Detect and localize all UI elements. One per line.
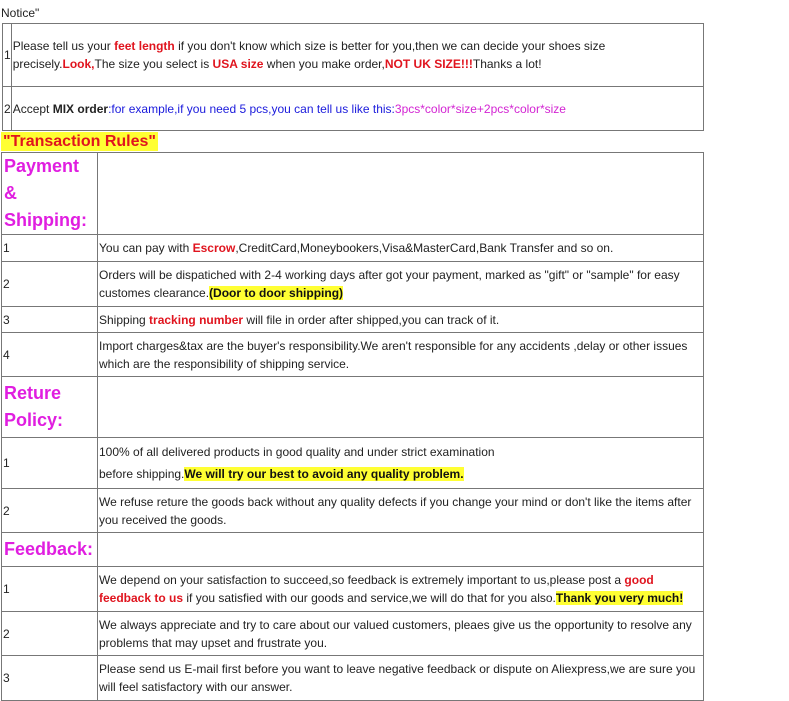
row-text: 100% of all delivered products in good quality and under strict examination before shipping.We will try our best to avoid any quality problem. [98,438,704,489]
row-number: 2 [2,262,98,307]
table-row [2,656,704,701]
section-heading-payment: Payment & Shipping: [2,153,98,235]
row-text: Please send us E-mail first before you want to leave negative feedback or dispute on Aliexpress,we are sure you will feel satisfactory with our answer. [98,656,704,701]
row-number: 1 [3,24,12,87]
text-part: :for example,if you need 5 pcs,you can tell us like this: [108,101,395,116]
text-part: 3pcs*color*size+2pcs*color*size [394,101,566,116]
notice-table [2,23,704,131]
empty-cell [98,377,704,438]
row-text: You can pay with Escrow,CreditCard,Moneybookers,Visa&MasterCard,Bank Transfer and so on. [98,235,704,262]
row-number: 4 [2,333,98,377]
highlight-text: feet length [114,39,175,53]
text-part: Please tell us your [12,39,115,53]
table-row [2,307,704,333]
section-heading-feedback: Feedback: [2,533,98,567]
row-text: We refuse reture the goods back without any quality defects if you change your mind or don't like the items after you received the goods. [98,489,704,533]
text-part: Accept [12,101,53,116]
rules-table [1,152,704,701]
row-number: 1 [2,567,98,612]
highlight-text: Thank you very much! [555,591,684,605]
table-row [2,438,704,489]
highlight-text: Escrow [192,241,236,255]
row-number: 1 [2,235,98,262]
empty-cell [98,533,704,567]
highlight-text: tracking number [149,312,244,327]
row-number: 3 [2,307,98,333]
table-row [2,235,704,262]
row-number: 3 [2,656,98,701]
highlight-text: Look, [62,57,95,71]
text-part: The size you select is [94,57,213,71]
row-text: We always appreciate and try to care about our valued customers, pleaes give us the opportunity to resolve any problems that may upset and frustrate you. [98,612,704,656]
notice-text [11,24,703,87]
row-number: 1 [2,438,98,489]
table-row [2,333,704,377]
notice-text [11,87,703,131]
section-heading-return: Reture Policy: [2,377,98,438]
row-text: Shipping tracking number will file in order after shipped,you can track of it. [98,307,704,333]
row-text: Import charges&tax are the buyer's responsibility.We aren't responsible for any accidents ,delay or other issues which are the responsibility of shipping service. [98,333,704,377]
row-number: 2 [3,87,12,131]
empty-cell [98,153,704,235]
section-header-row [2,153,704,235]
highlight-text: MIX order [52,101,109,116]
row-number: 2 [2,612,98,656]
notice-row [3,24,704,87]
transaction-rules-title: "Transaction Rules" [3,133,156,150]
highlight-text: USA size [212,57,264,71]
row-text: Orders will be dispatiched with 2-4 working days after got your payment, marked as "gift" or "sample" for easy customes clearance.(Door to door shipping) [98,262,704,307]
table-row [2,262,704,307]
row-text: We depend on your satisfaction to succeed,so feedback is extremely important to us,please post a good feedback to us if you satisfied with our goods and service,we will do that for you also.Thank you very much! [98,567,704,612]
text-part: when you make order, [263,57,385,71]
highlight-text: We will try our best to avoid any quality problem. [184,467,464,481]
table-row [2,489,704,533]
section-header-row [2,377,704,438]
highlight-text: good feedback to us [99,573,654,605]
section-header-row [2,533,704,567]
row-number: 2 [2,489,98,533]
table-row [2,612,704,656]
notice-row [3,87,704,131]
highlight-text: NOT UK SIZE!!! [384,57,473,71]
highlight-text: (Door to door shipping) [209,286,344,300]
text-part: if you don't know which size is better for you,then we can decide your shoes size precisely. [12,39,606,71]
text-part: Thanks a lot! [472,57,542,71]
table-row [2,567,704,612]
notice-title: Notice" [1,6,40,20]
